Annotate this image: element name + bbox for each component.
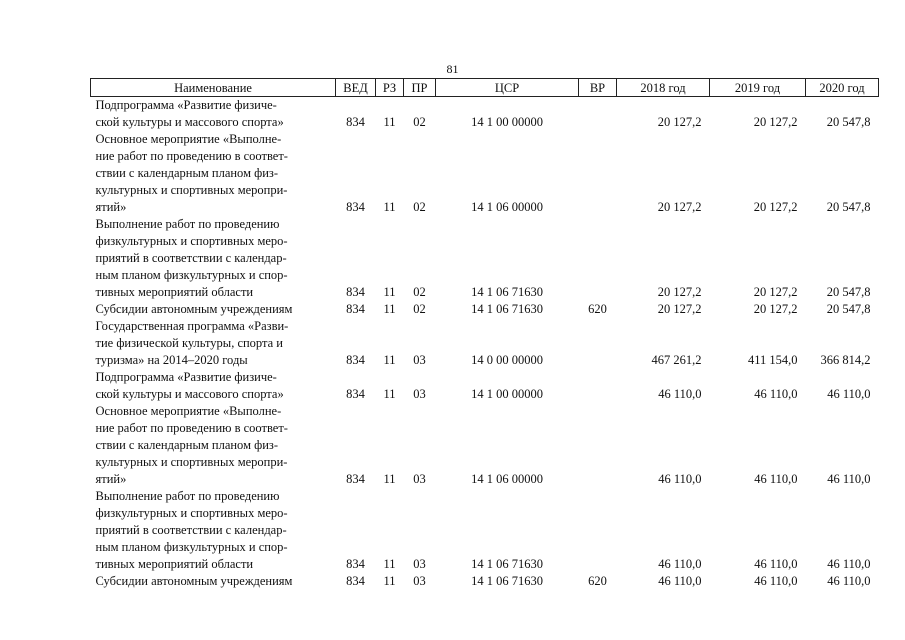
cell-ved: 834 — [346, 115, 365, 129]
cell-rz: 11 — [383, 285, 396, 299]
header-vr: ВР — [579, 79, 617, 97]
cell-csr: 14 1 00 00000 — [471, 387, 543, 401]
cell-2019: 46 110,0 — [754, 472, 798, 486]
header-row — [91, 79, 879, 97]
cell-vr — [579, 369, 617, 403]
name-line: культурных и спортивных меропри- — [95, 183, 288, 197]
name-line: ятий» — [95, 472, 127, 486]
name-line: Подпрограмма «Развитие физиче- — [95, 370, 277, 384]
cell-rz: 11 — [383, 353, 396, 367]
cell-vr — [579, 403, 617, 488]
cell-2020: 20 547,8 — [826, 200, 871, 214]
table-row — [91, 488, 879, 573]
name-line: ствии с календарным планом физ- — [95, 166, 278, 180]
table-row — [91, 97, 879, 132]
cell-2019: 20 127,2 — [753, 200, 798, 214]
header-2020: 2020 год — [806, 79, 879, 97]
cell-vr: 620 — [588, 302, 607, 316]
name-line: Подпрограмма «Развитие физиче- — [95, 98, 277, 112]
cell-rz: 11 — [383, 302, 396, 316]
header-2019: 2019 год — [710, 79, 806, 97]
name-line: тивных мероприятий области — [95, 285, 254, 299]
cell-ved: 834 — [346, 557, 365, 571]
header-2018: 2018 год — [617, 79, 710, 97]
name-line: ствии с календарным планом физ- — [95, 438, 278, 452]
cell-csr: 14 1 06 71630 — [471, 302, 543, 316]
name-line: ние работ по проведению в соответ- — [95, 149, 288, 163]
cell-ved: 834 — [346, 574, 365, 588]
cell-pr: 03 — [413, 472, 426, 486]
header-csr: ЦСР — [436, 79, 579, 97]
cell-2020: 20 547,8 — [826, 302, 871, 316]
cell-2020: 46 110,0 — [827, 472, 871, 486]
name-line: Выполнение работ по проведению — [95, 489, 280, 503]
cell-2019: 20 127,2 — [753, 302, 798, 316]
cell-pr: 03 — [413, 557, 426, 571]
cell-rz: 11 — [383, 387, 396, 401]
cell-2018: 46 110,0 — [658, 574, 702, 588]
name-line: Основное мероприятие «Выполне- — [95, 404, 282, 418]
cell-csr: 14 1 06 71630 — [471, 574, 543, 588]
cell-2019: 46 110,0 — [754, 387, 798, 401]
name-line: ской культуры и массового спорта» — [95, 387, 284, 401]
cell-pr: 03 — [413, 353, 426, 367]
cell-pr: 03 — [413, 574, 426, 588]
header-ved: ВЕД — [336, 79, 376, 97]
cell-2018: 46 110,0 — [658, 472, 702, 486]
page-number: 81 — [446, 62, 459, 76]
name-line: физкультурных и спортивных меро- — [95, 506, 288, 520]
cell-pr: 02 — [413, 200, 426, 214]
cell-rz: 11 — [383, 200, 396, 214]
header-rz: РЗ — [376, 79, 404, 97]
name-line: приятий в соответствии с календар- — [95, 251, 287, 265]
cell-2019: 411 154,0 — [747, 353, 798, 367]
cell-ved: 834 — [346, 387, 365, 401]
cell-name — [91, 97, 336, 132]
table-row — [91, 403, 879, 488]
header-name: Наименование — [91, 79, 336, 97]
cell-name — [91, 573, 336, 590]
cell-2018: 20 127,2 — [657, 285, 702, 299]
cell-vr — [579, 488, 617, 573]
cell-csr: 14 1 06 71630 — [471, 557, 543, 571]
cell-vr — [579, 318, 617, 369]
table-row — [91, 369, 879, 403]
cell-ved: 834 — [346, 285, 365, 299]
cell-2018: 20 127,2 — [657, 302, 702, 316]
cell-name — [91, 131, 336, 216]
cell-2020: 46 110,0 — [827, 557, 871, 571]
cell-2019: 20 127,2 — [753, 285, 798, 299]
header-pr: ПР — [404, 79, 436, 97]
cell-csr: 14 0 00 00000 — [471, 353, 543, 367]
name-line: ской культуры и массового спорта» — [95, 115, 284, 129]
cell-pr: 02 — [413, 115, 426, 129]
cell-vr — [579, 131, 617, 216]
cell-2020: 46 110,0 — [827, 574, 871, 588]
cell-2020: 20 547,8 — [826, 285, 871, 299]
cell-2020: 366 814,2 — [820, 353, 871, 367]
table-body — [91, 97, 879, 591]
name-line: тивных мероприятий области — [95, 557, 254, 571]
cell-vr: 620 — [588, 574, 607, 588]
cell-name — [91, 301, 336, 318]
cell-csr: 14 1 06 00000 — [471, 472, 543, 486]
name-line: физкультурных и спортивных меро- — [95, 234, 288, 248]
cell-vr — [579, 97, 617, 132]
name-line: Субсидии автономным учреждениям — [95, 302, 293, 316]
cell-ved: 834 — [346, 200, 365, 214]
name-line: приятий в соответствии с календар- — [95, 523, 287, 537]
table-row — [91, 216, 879, 301]
table-row — [91, 301, 879, 318]
cell-2018: 46 110,0 — [658, 557, 702, 571]
name-line: культурных и спортивных меропри- — [95, 455, 288, 469]
cell-ved: 834 — [346, 353, 365, 367]
cell-rz: 11 — [383, 472, 396, 486]
cell-2018: 20 127,2 — [657, 200, 702, 214]
cell-pr: 02 — [413, 285, 426, 299]
cell-name — [91, 318, 336, 369]
cell-2018: 20 127,2 — [657, 115, 702, 129]
name-line: Выполнение работ по проведению — [95, 217, 280, 231]
cell-name — [91, 403, 336, 488]
name-line: ным планом физкультурных и спор- — [95, 540, 288, 554]
budget-table — [90, 78, 879, 590]
cell-2018: 467 261,2 — [651, 353, 702, 367]
cell-csr: 14 1 06 00000 — [471, 200, 543, 214]
name-line: ние работ по проведению в соответ- — [95, 421, 288, 435]
cell-rz: 11 — [383, 574, 396, 588]
cell-name — [91, 369, 336, 403]
table-row — [91, 573, 879, 590]
name-line: ным планом физкультурных и спор- — [95, 268, 288, 282]
cell-2019: 46 110,0 — [754, 557, 798, 571]
cell-vr — [579, 216, 617, 301]
cell-csr: 14 1 00 00000 — [471, 115, 543, 129]
name-line: тие физической культуры, спорта и — [95, 336, 283, 350]
cell-pr: 03 — [413, 387, 426, 401]
cell-ved: 834 — [346, 302, 365, 316]
name-line: туризма» на 2014–2020 годы — [95, 353, 248, 367]
cell-csr: 14 1 06 71630 — [471, 285, 543, 299]
cell-2020: 46 110,0 — [827, 387, 871, 401]
cell-ved: 834 — [346, 472, 365, 486]
cell-rz: 11 — [383, 115, 396, 129]
name-line: Субсидии автономным учреждениям — [95, 574, 293, 588]
name-line: Основное мероприятие «Выполне- — [95, 132, 282, 146]
cell-rz: 11 — [383, 557, 396, 571]
table-row — [91, 131, 879, 216]
cell-2018: 46 110,0 — [658, 387, 702, 401]
table-row — [91, 318, 879, 369]
cell-2020: 20 547,8 — [826, 115, 871, 129]
name-line: ятий» — [95, 200, 127, 214]
cell-name — [91, 216, 336, 301]
cell-name — [91, 488, 336, 573]
cell-pr: 02 — [413, 302, 426, 316]
cell-2019: 46 110,0 — [754, 574, 798, 588]
name-line: Государственная программа «Разви- — [95, 319, 289, 333]
cell-2019: 20 127,2 — [753, 115, 798, 129]
